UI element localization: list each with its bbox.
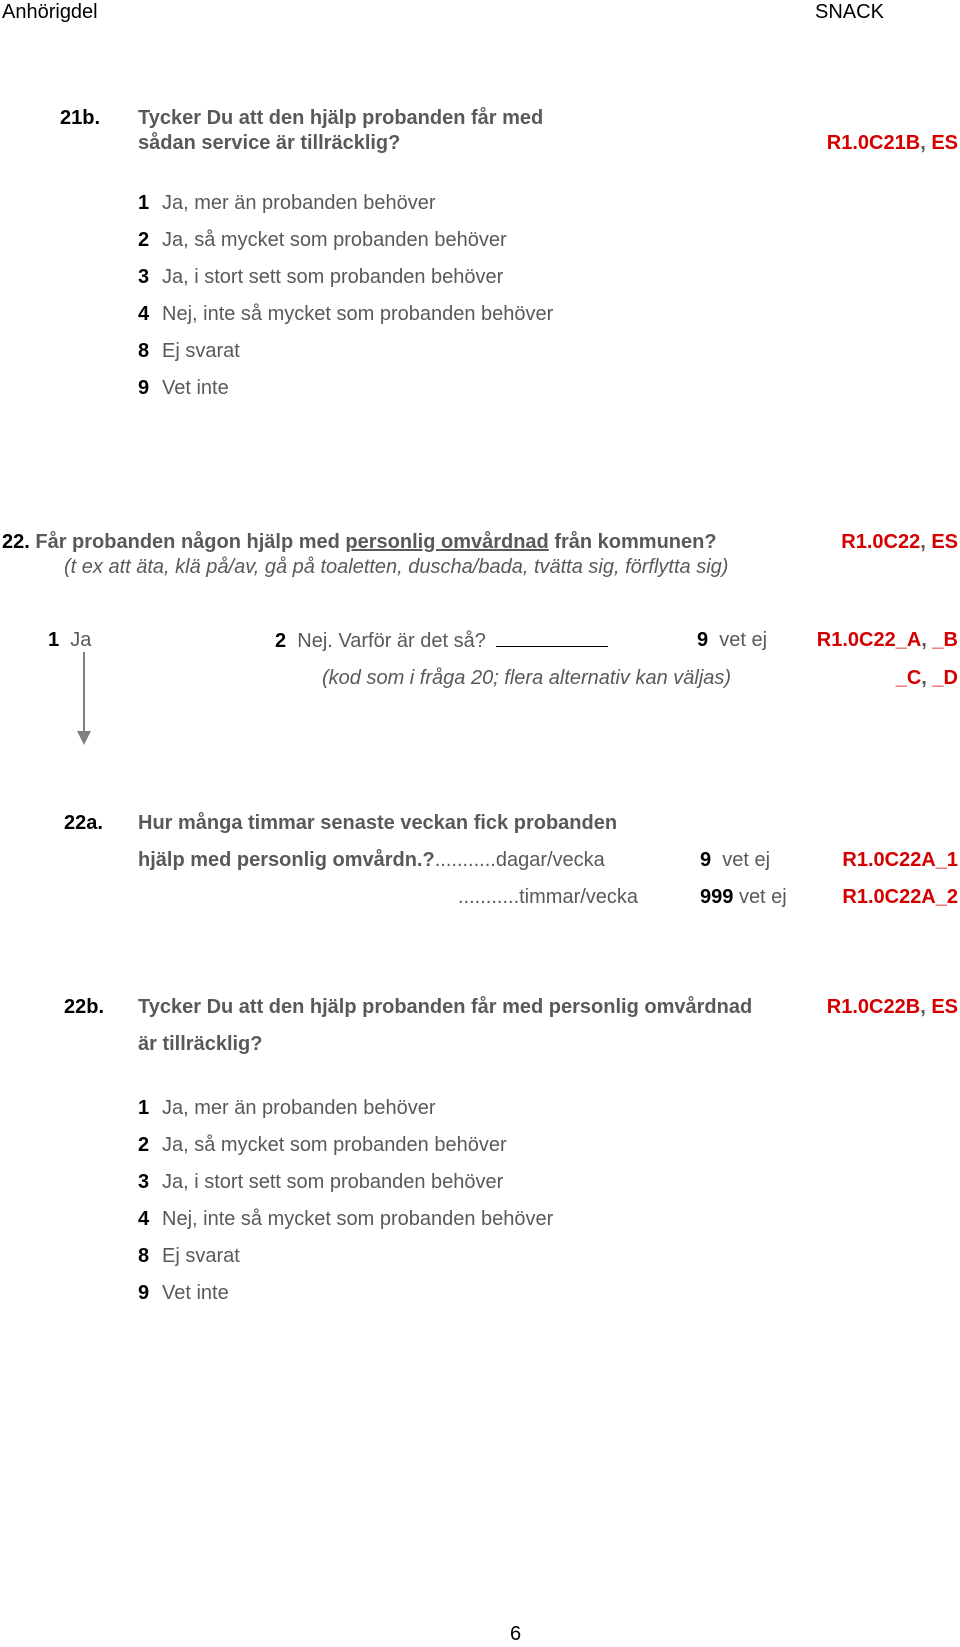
- option-label: vet ej: [719, 629, 768, 651]
- days-answer-dots[interactable]: ...........: [434, 849, 496, 871]
- option-label: Ja, i stort sett som probanden behöver: [162, 266, 504, 288]
- code-main: R1.0C22B: [826, 996, 921, 1018]
- option-number: 2: [138, 1134, 150, 1156]
- code-separator: ,: [921, 629, 933, 651]
- question-22a-text-line1: Hur många timmar senaste veckan fick probanden: [138, 812, 618, 834]
- header-left: Anhörigdel: [2, 1, 98, 23]
- question-22b-number: 22b.: [64, 996, 105, 1018]
- arrow-down-icon: [74, 652, 94, 746]
- code-main: R1.0C22: [841, 531, 921, 553]
- code-separator: ,: [920, 132, 932, 154]
- option-label: Nej, inte så mycket som probanden behöver: [162, 1208, 554, 1230]
- answer-no[interactable]: [275, 628, 608, 653]
- code-b: _B: [932, 629, 958, 651]
- reason-blank-line[interactable]: [496, 628, 608, 647]
- question-22b-code: [827, 995, 958, 1019]
- answer-option[interactable]: [138, 1170, 503, 1194]
- code-a: R1.0C22_A: [816, 629, 922, 651]
- question-22-number: 22.: [2, 531, 30, 553]
- option-number: 1: [138, 1097, 150, 1119]
- question-21b-text-line1: Tycker Du att den hjälp probanden får med: [138, 107, 544, 129]
- answer-option[interactable]: [138, 265, 503, 289]
- answer-option[interactable]: [138, 228, 507, 252]
- question-22b-text-line2: är tillräcklig?: [138, 1033, 263, 1055]
- code-suffix: ES: [931, 531, 958, 553]
- option-label: Ja, mer än probanden behöver: [162, 192, 436, 214]
- option-number: 9: [697, 629, 709, 651]
- option-label: Ja, mer än probanden behöver: [162, 1097, 436, 1119]
- option-label: Vet inte: [162, 377, 229, 399]
- option-label: Nej, inte så mycket som probanden behöver: [162, 303, 554, 325]
- question-22a-number: 22a.: [64, 812, 103, 834]
- code-separator: ,: [920, 996, 932, 1018]
- code-d: _D: [932, 667, 958, 689]
- answer-yes[interactable]: [48, 628, 91, 652]
- option-label: Ja, i stort sett som probanden behöver: [162, 1171, 504, 1193]
- question-22-text-after: från kommunen?: [554, 531, 717, 553]
- question-22a-hours-row[interactable]: [458, 885, 638, 909]
- question-21b-code: [827, 131, 958, 155]
- hours-code: R1.0C22A_2: [842, 886, 958, 908]
- answer-option[interactable]: [138, 1096, 436, 1120]
- question-22-text-underlined: personlig omvårdnad: [345, 531, 549, 553]
- answer-option[interactable]: [138, 376, 229, 400]
- option-number: 8: [138, 340, 150, 362]
- days-unit: dagar/vecka: [495, 849, 605, 871]
- option-number: 999: [700, 886, 734, 908]
- answer-option[interactable]: [138, 191, 436, 215]
- question-21b-text-line2: sådan service är tillräcklig?: [138, 132, 401, 154]
- hours-dont-know[interactable]: [700, 885, 787, 909]
- question-22-text-before: Får probanden någon hjälp med: [35, 531, 340, 553]
- question-22-subcode-2: [896, 666, 958, 690]
- option-number: 1: [138, 192, 150, 214]
- question-22-note: (kod som i fråga 20; flera alternativ kan väljas): [322, 667, 732, 689]
- days-code: R1.0C22A_1: [842, 849, 958, 871]
- answer-dont-know[interactable]: [697, 628, 767, 652]
- answer-option[interactable]: [138, 1133, 507, 1157]
- option-label: Nej. Varför är det så?: [297, 630, 486, 652]
- question-21b-number: 21b.: [60, 107, 101, 129]
- answer-option[interactable]: [138, 1244, 240, 1268]
- header-right: SNACK: [815, 1, 884, 23]
- option-label: Ja: [70, 629, 92, 651]
- days-dont-know[interactable]: [700, 848, 770, 872]
- option-number: 9: [138, 1282, 150, 1304]
- code-suffix: ES: [931, 132, 958, 154]
- answer-option[interactable]: [138, 339, 240, 363]
- option-label: Vet inte: [162, 1282, 229, 1304]
- option-label: Ej svarat: [162, 340, 240, 362]
- option-number: 1: [48, 629, 60, 651]
- question-22-subcode-1: [817, 628, 958, 652]
- answer-option[interactable]: [138, 1207, 553, 1231]
- option-number: 4: [138, 1208, 150, 1230]
- question-22-code: [841, 530, 958, 554]
- code-separator: ,: [921, 667, 933, 689]
- option-number: 9: [138, 377, 150, 399]
- option-number: 8: [138, 1245, 150, 1267]
- answer-option[interactable]: [138, 302, 553, 326]
- option-number: 9: [700, 849, 712, 871]
- code-c: _C: [895, 667, 922, 689]
- answer-option[interactable]: [138, 1281, 229, 1305]
- question-22b-text-line1: Tycker Du att den hjälp probanden får med personlig omvårdnad: [138, 996, 753, 1018]
- code-main: R1.0C21B: [826, 132, 921, 154]
- option-label: Ej svarat: [162, 1245, 240, 1267]
- hours-answer-dots[interactable]: ...........: [458, 886, 520, 908]
- option-label: Ja, så mycket som probanden behöver: [162, 229, 507, 251]
- option-label: Ja, så mycket som probanden behöver: [162, 1134, 507, 1156]
- code-suffix: ES: [931, 996, 958, 1018]
- question-22a-text-line2: hjälp med personlig omvårdn.?: [138, 849, 435, 871]
- option-number: 4: [138, 303, 150, 325]
- option-number: 2: [138, 229, 150, 251]
- option-number: 2: [275, 630, 287, 652]
- option-label: vet ej: [738, 886, 787, 908]
- option-number: 3: [138, 1171, 150, 1193]
- option-label: vet ej: [722, 849, 771, 871]
- option-number: 3: [138, 266, 150, 288]
- question-22-hint: (t ex att äta, klä på/av, gå på toaletten, duscha/bada, tvätta sig, förflytta sig): [64, 556, 729, 578]
- code-separator: ,: [920, 531, 932, 553]
- question-22-text: [2, 530, 717, 554]
- page-number: 6: [510, 1623, 522, 1645]
- hours-unit: timmar/vecka: [519, 886, 639, 908]
- question-22a-days-row[interactable]: [138, 848, 605, 872]
